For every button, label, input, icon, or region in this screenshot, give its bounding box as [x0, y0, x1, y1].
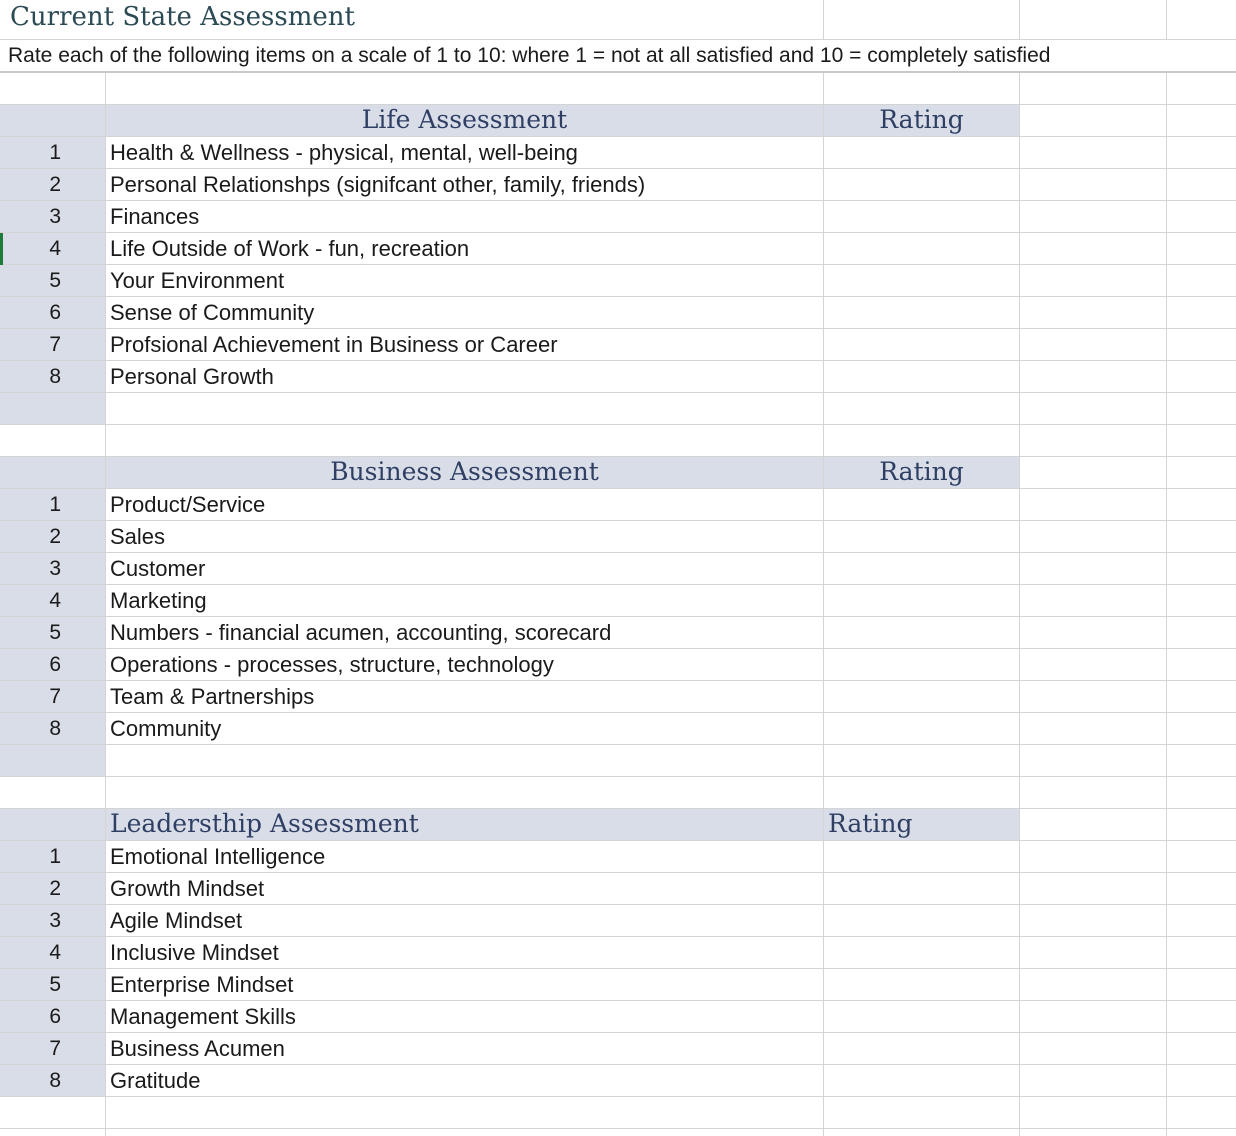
cell[interactable]	[1167, 425, 1236, 457]
item-label[interactable]: Inclusive Mindset	[106, 937, 824, 969]
cell[interactable]	[1020, 1097, 1167, 1129]
item-number[interactable]: 2	[0, 169, 106, 201]
blank-row	[0, 393, 1236, 425]
rating-input-cell[interactable]	[824, 617, 1020, 649]
business-item-row	[0, 681, 1236, 713]
item-number[interactable]: 5	[0, 265, 106, 297]
business-item-row	[0, 521, 1236, 553]
cell[interactable]	[824, 1129, 1020, 1136]
cell[interactable]	[1167, 617, 1236, 649]
item-number[interactable]: 3	[0, 553, 106, 585]
cell[interactable]	[1167, 105, 1236, 137]
life-assessment-heading[interactable]: Life Assessment	[106, 105, 824, 137]
cell[interactable]	[106, 745, 824, 777]
life-rating-header[interactable]: Rating	[824, 105, 1020, 137]
leadership-header-row	[0, 809, 1236, 841]
leadership-item-row	[0, 1065, 1236, 1097]
cell[interactable]	[1020, 1033, 1167, 1065]
leadership-item-row	[0, 873, 1236, 905]
cell[interactable]	[1167, 1065, 1236, 1097]
leadership-item-row	[0, 905, 1236, 937]
life-header-row	[0, 105, 1236, 137]
cell[interactable]	[1167, 169, 1236, 201]
rating-input-cell[interactable]	[824, 841, 1020, 873]
cell[interactable]	[1167, 1001, 1236, 1033]
cell[interactable]	[1020, 393, 1167, 425]
cell[interactable]	[106, 777, 824, 809]
cell[interactable]	[1020, 937, 1167, 969]
cell[interactable]	[0, 457, 106, 489]
rating-input-cell[interactable]	[824, 873, 1020, 905]
cell[interactable]	[1020, 521, 1167, 553]
cell[interactable]	[1167, 777, 1236, 809]
cell[interactable]	[1167, 809, 1236, 841]
cell[interactable]	[1167, 937, 1236, 969]
cell[interactable]	[1020, 553, 1167, 585]
life-item-row	[0, 265, 1236, 297]
item-number[interactable]: 5	[0, 617, 106, 649]
item-number[interactable]: 7	[0, 681, 106, 713]
cell[interactable]	[1167, 201, 1236, 233]
blank-row	[0, 745, 1236, 777]
item-number[interactable]: 8	[0, 713, 106, 745]
rating-input-cell[interactable]	[824, 201, 1020, 233]
rating-input-cell[interactable]	[824, 649, 1020, 681]
item-label[interactable]: Personal Relationshps (signifcant other, family, friends)	[106, 169, 824, 201]
cell[interactable]	[1167, 745, 1236, 777]
item-label[interactable]: Community	[106, 713, 824, 745]
cell[interactable]	[0, 425, 106, 457]
item-number[interactable]: 7	[0, 1033, 106, 1065]
cell[interactable]	[1167, 841, 1236, 873]
item-label[interactable]: Operations - processes, structure, technology	[106, 649, 824, 681]
business-assessment-heading[interactable]: Business Assessment	[106, 457, 824, 489]
cell[interactable]	[0, 105, 106, 137]
cell[interactable]	[1167, 297, 1236, 329]
blank-row	[0, 1129, 1236, 1136]
cell[interactable]	[1020, 873, 1167, 905]
cell[interactable]	[824, 777, 1020, 809]
title-row	[0, 0, 1236, 40]
cell[interactable]	[1167, 489, 1236, 521]
item-label[interactable]: Business Acumen	[106, 1033, 824, 1065]
cell[interactable]	[1020, 905, 1167, 937]
cell[interactable]	[106, 425, 824, 457]
rating-input-cell[interactable]	[824, 361, 1020, 393]
rating-input-cell[interactable]	[824, 553, 1020, 585]
rating-input-cell[interactable]	[824, 969, 1020, 1001]
rating-input-cell[interactable]	[824, 681, 1020, 713]
cell[interactable]	[1167, 585, 1236, 617]
cell[interactable]	[106, 1097, 824, 1129]
business-item-row	[0, 489, 1236, 521]
cell[interactable]	[1167, 0, 1236, 40]
rating-input-cell[interactable]	[824, 1001, 1020, 1033]
cell[interactable]	[1020, 649, 1167, 681]
business-item-row	[0, 649, 1236, 681]
cell[interactable]	[1020, 713, 1167, 745]
item-label[interactable]: Enterprise Mindset	[106, 969, 824, 1001]
item-label[interactable]: Product/Service	[106, 489, 824, 521]
leadership-assessment-heading[interactable]: Leadersthip Assessment	[106, 809, 824, 841]
cell[interactable]	[1167, 873, 1236, 905]
cell[interactable]	[106, 1129, 824, 1136]
cell[interactable]	[1167, 361, 1236, 393]
rating-input-cell[interactable]	[824, 585, 1020, 617]
cell[interactable]	[824, 0, 1020, 40]
cell[interactable]	[1020, 585, 1167, 617]
leadership-item-row	[0, 937, 1236, 969]
item-label[interactable]: Your Environment	[106, 265, 824, 297]
cell[interactable]	[0, 393, 106, 425]
item-number[interactable]: 4	[0, 937, 106, 969]
cell[interactable]	[824, 745, 1020, 777]
cell[interactable]	[1020, 297, 1167, 329]
business-item-row	[0, 713, 1236, 745]
life-item-row	[0, 361, 1236, 393]
business-rating-header[interactable]: Rating	[824, 457, 1020, 489]
cell[interactable]	[1020, 361, 1167, 393]
life-item-row	[0, 329, 1236, 361]
item-label[interactable]: Gratitude	[106, 1065, 824, 1097]
rating-input-cell[interactable]	[824, 169, 1020, 201]
item-label[interactable]: Sales	[106, 521, 824, 553]
cell[interactable]	[1167, 969, 1236, 1001]
cell[interactable]	[1167, 329, 1236, 361]
item-label[interactable]: Agile Mindset	[106, 905, 824, 937]
cell[interactable]	[1167, 393, 1236, 425]
item-label[interactable]: Sense of Community	[106, 297, 824, 329]
blank-row	[0, 1097, 1236, 1129]
rating-input-cell[interactable]	[824, 137, 1020, 169]
cell[interactable]	[1167, 681, 1236, 713]
cell[interactable]	[824, 425, 1020, 457]
leadership-item-row	[0, 841, 1236, 873]
cell[interactable]	[1167, 265, 1236, 297]
cell[interactable]	[1020, 841, 1167, 873]
item-number[interactable]: 2	[0, 873, 106, 905]
item-label[interactable]: Growth Mindset	[106, 873, 824, 905]
instructions-row	[0, 40, 1236, 73]
item-number[interactable]: 4	[0, 585, 106, 617]
cell[interactable]	[1167, 905, 1236, 937]
instructions-text[interactable]: Rate each of the following items on a scale of 1 to 10: where 1 = not at all satisfied and 10 = completely satisfied	[0, 40, 1236, 73]
item-number[interactable]: 3	[0, 905, 106, 937]
cell[interactable]	[0, 777, 106, 809]
rating-input-cell[interactable]	[824, 265, 1020, 297]
cell[interactable]	[1020, 1129, 1167, 1136]
item-label[interactable]: Numbers - financial acumen, accounting, scorecard	[106, 617, 824, 649]
item-number[interactable]: 1	[0, 841, 106, 873]
rating-input-cell[interactable]	[824, 521, 1020, 553]
life-item-row	[0, 201, 1236, 233]
cell[interactable]	[1167, 649, 1236, 681]
cell[interactable]	[1167, 233, 1236, 265]
cell[interactable]	[1020, 1065, 1167, 1097]
leadership-rating-header[interactable]: Rating	[824, 809, 1020, 841]
cell[interactable]	[1020, 457, 1167, 489]
rating-input-cell[interactable]	[824, 297, 1020, 329]
life-item-row	[0, 169, 1236, 201]
cell[interactable]	[106, 73, 824, 105]
blank-row	[0, 425, 1236, 457]
item-number[interactable]: 7	[0, 329, 106, 361]
cell[interactable]	[1020, 169, 1167, 201]
leadership-item-row	[0, 1001, 1236, 1033]
item-label[interactable]: Health & Wellness - physical, mental, well-being	[106, 137, 824, 169]
item-number[interactable]: 4	[0, 233, 106, 265]
cell[interactable]	[1020, 1001, 1167, 1033]
rating-input-cell[interactable]	[824, 1033, 1020, 1065]
rating-input-cell[interactable]	[824, 233, 1020, 265]
item-label[interactable]: Management Skills	[106, 1001, 824, 1033]
rating-input-cell[interactable]	[824, 905, 1020, 937]
cell[interactable]	[1020, 745, 1167, 777]
cell[interactable]	[1167, 553, 1236, 585]
cell[interactable]	[1020, 777, 1167, 809]
rating-input-cell[interactable]	[824, 1065, 1020, 1097]
item-label[interactable]: Personal Growth	[106, 361, 824, 393]
item-number[interactable]: 3	[0, 201, 106, 233]
cell[interactable]	[1020, 489, 1167, 521]
item-number[interactable]: 6	[0, 1001, 106, 1033]
active-row-marker	[0, 233, 3, 265]
cell[interactable]	[1167, 713, 1236, 745]
item-label[interactable]: Customer	[106, 553, 824, 585]
cell[interactable]	[0, 1129, 106, 1136]
cell[interactable]	[1020, 233, 1167, 265]
cell[interactable]	[1167, 1097, 1236, 1129]
life-item-row	[0, 297, 1236, 329]
cell[interactable]	[1167, 137, 1236, 169]
cell[interactable]	[0, 745, 106, 777]
cell[interactable]	[1020, 809, 1167, 841]
cell[interactable]	[1167, 73, 1236, 105]
life-item-row	[0, 137, 1236, 169]
business-header-row	[0, 457, 1236, 489]
item-number[interactable]: 8	[0, 1065, 106, 1097]
cell[interactable]	[1020, 73, 1167, 105]
item-label[interactable]: Finances	[106, 201, 824, 233]
cell[interactable]	[106, 393, 824, 425]
cell[interactable]	[1020, 105, 1167, 137]
cell[interactable]	[1020, 617, 1167, 649]
cell[interactable]	[1020, 201, 1167, 233]
cell[interactable]	[1167, 1033, 1236, 1065]
leadership-item-row	[0, 1033, 1236, 1065]
cell[interactable]	[1020, 969, 1167, 1001]
item-label[interactable]: Profsional Achievement in Business or Career	[106, 329, 824, 361]
item-number[interactable]: 8	[0, 361, 106, 393]
cell[interactable]	[0, 809, 106, 841]
cell[interactable]	[1020, 265, 1167, 297]
rating-input-cell[interactable]	[824, 937, 1020, 969]
leadership-item-row	[0, 969, 1236, 1001]
item-number[interactable]: 6	[0, 649, 106, 681]
cell[interactable]	[0, 1097, 106, 1129]
cell[interactable]	[1167, 521, 1236, 553]
blank-row	[0, 73, 1236, 105]
cell[interactable]	[1020, 0, 1167, 40]
cell[interactable]	[824, 393, 1020, 425]
blank-row	[0, 777, 1236, 809]
item-number[interactable]: 6	[0, 297, 106, 329]
item-number[interactable]: 1	[0, 489, 106, 521]
rating-input-cell[interactable]	[824, 713, 1020, 745]
item-label[interactable]: Life Outside of Work - fun, recreation	[106, 233, 824, 265]
item-number[interactable]: 2	[0, 521, 106, 553]
cell[interactable]	[1020, 329, 1167, 361]
cell[interactable]	[824, 1097, 1020, 1129]
business-item-row	[0, 585, 1236, 617]
cell[interactable]	[1167, 457, 1236, 489]
cell[interactable]	[0, 73, 106, 105]
cell[interactable]	[1167, 1129, 1236, 1136]
item-label[interactable]: Marketing	[106, 585, 824, 617]
sheet-title[interactable]: Current State Assessment	[0, 0, 824, 40]
item-number[interactable]: 5	[0, 969, 106, 1001]
rating-input-cell[interactable]	[824, 329, 1020, 361]
cell[interactable]	[824, 73, 1020, 105]
life-item-row	[0, 233, 1236, 265]
business-item-row	[0, 617, 1236, 649]
item-label[interactable]: Team & Partnerships	[106, 681, 824, 713]
business-item-row	[0, 553, 1236, 585]
item-label[interactable]: Emotional Intelligence	[106, 841, 824, 873]
item-number[interactable]: 1	[0, 137, 106, 169]
cell[interactable]	[1020, 137, 1167, 169]
cell[interactable]	[1020, 425, 1167, 457]
rating-input-cell[interactable]	[824, 489, 1020, 521]
cell[interactable]	[1020, 681, 1167, 713]
